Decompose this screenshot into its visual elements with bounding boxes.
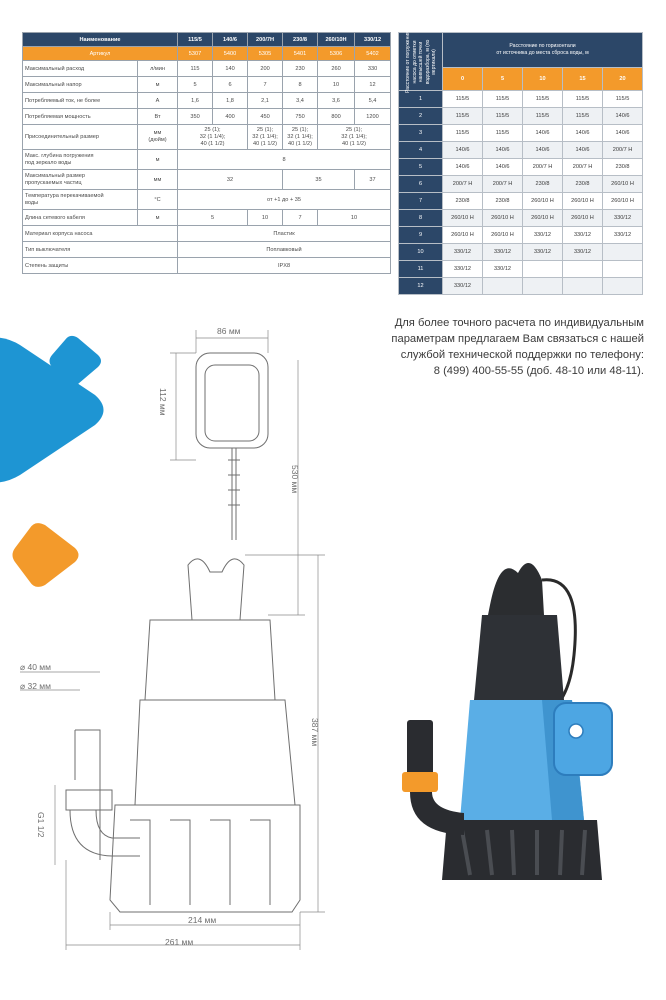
outlet-elbow bbox=[70, 810, 140, 856]
distance-row-header: 11 bbox=[399, 261, 443, 278]
note-phone: 8 (499) 400-55-55 (доб. 48-10 или 48-11). bbox=[433, 365, 644, 377]
spec-article-value: 5402 bbox=[355, 47, 391, 61]
conn-line: 25 (1); bbox=[345, 126, 363, 133]
distance-cell: 260/10 Н bbox=[483, 227, 523, 244]
spec-cell bbox=[178, 125, 248, 150]
distance-cell: 140/6 bbox=[523, 142, 563, 159]
distance-row-header: 7 bbox=[399, 193, 443, 210]
spec-cell: 800 bbox=[318, 109, 355, 125]
distance-cell: 330/12 bbox=[603, 227, 643, 244]
pump-handle-photo bbox=[488, 563, 544, 615]
spec-cell: 12 bbox=[355, 77, 391, 93]
contact-note bbox=[372, 315, 644, 379]
distance-col-header: 10 bbox=[523, 68, 563, 91]
conn-line: 25 (1); bbox=[204, 126, 221, 133]
spec-cell: 450 bbox=[248, 109, 283, 125]
distance-row-header: 3 bbox=[399, 125, 443, 142]
dim-label-thread: G1 1/2 bbox=[36, 812, 46, 838]
distance-cell: 140/6 bbox=[483, 142, 523, 159]
label-line: Температура перекачиваемой bbox=[25, 192, 104, 199]
spec-cell: 6 bbox=[213, 77, 248, 93]
spec-cell bbox=[248, 125, 283, 150]
distance-row bbox=[399, 261, 643, 278]
spec-cell: 5 bbox=[178, 77, 213, 93]
spec-cell: 200 bbox=[248, 61, 283, 77]
distance-cell: 115/5 bbox=[523, 108, 563, 125]
distance-cell: 260/10 Н bbox=[523, 210, 563, 227]
distance-cell: 330/12 bbox=[603, 210, 643, 227]
outlet-ring bbox=[402, 772, 438, 792]
spec-cell: 330 bbox=[355, 61, 391, 77]
pump-float bbox=[554, 703, 612, 775]
distance-row bbox=[399, 244, 643, 261]
spec-row-unit: А bbox=[138, 93, 178, 109]
label-line: под зеркало воды bbox=[25, 159, 72, 166]
distance-cell: 200/7 Н bbox=[443, 176, 483, 193]
top-header-line: Расстояние по горизонтали bbox=[509, 43, 576, 49]
distance-row-header: 5 bbox=[399, 159, 443, 176]
distance-row bbox=[399, 227, 643, 244]
technical-drawing bbox=[0, 300, 390, 1000]
distance-cell: 330/12 bbox=[563, 244, 603, 261]
distance-cell: 260/10 Н bbox=[523, 193, 563, 210]
spec-cell: 115 bbox=[178, 61, 213, 77]
spec-cell: от +1 до + 35 bbox=[178, 190, 391, 210]
distance-cell: 330/12 bbox=[483, 261, 523, 278]
spec-cell: 5 bbox=[178, 210, 248, 226]
spec-cell: 260 bbox=[318, 61, 355, 77]
distance-cell: 200/7 Н bbox=[523, 159, 563, 176]
spec-row-label: Максимальный расход bbox=[23, 61, 138, 77]
dim-label-float-height: 112 мм bbox=[158, 388, 168, 416]
spec-row-unit: Вт bbox=[138, 109, 178, 125]
label-line: воды bbox=[25, 199, 39, 206]
distance-header-row bbox=[399, 33, 643, 68]
spec-cell: 10 bbox=[248, 210, 283, 226]
distance-cell: 260/10 Н bbox=[603, 193, 643, 210]
spec-cell: 1200 bbox=[355, 109, 391, 125]
conn-line: 40 (1 1/2) bbox=[342, 140, 366, 147]
distance-cell: 260/10 Н bbox=[443, 210, 483, 227]
pump-motor-outline bbox=[145, 620, 275, 700]
distance-cell: 115/5 bbox=[523, 91, 563, 108]
spec-cell: 350 bbox=[178, 109, 213, 125]
distance-row-header: 1 bbox=[399, 91, 443, 108]
conn-line: 32 (1 1/4); bbox=[341, 133, 367, 140]
distance-cell: 330/12 bbox=[563, 227, 603, 244]
distance-cell bbox=[523, 261, 563, 278]
distance-cell: 140/6 bbox=[443, 159, 483, 176]
distance-cell: 115/5 bbox=[443, 125, 483, 142]
label-line: Максимальный размер bbox=[25, 172, 85, 179]
conn-line: 32 (1 1/4); bbox=[199, 133, 226, 140]
distance-row bbox=[399, 142, 643, 159]
distance-cell: 115/5 bbox=[563, 108, 603, 125]
spec-row-unit: мм bbox=[138, 170, 178, 190]
float-logo bbox=[569, 724, 583, 738]
spec-article-label: Артикул bbox=[23, 47, 178, 61]
spec-cell: 8 bbox=[283, 77, 318, 93]
dim-label-d32: ⌀ 32 мм bbox=[20, 681, 51, 691]
spec-cell: 230 bbox=[283, 61, 318, 77]
distance-cell bbox=[483, 278, 523, 295]
distance-cell: 115/5 bbox=[483, 125, 523, 142]
vertical-header-text: Расстояние от погружения насоса до отметки наивысшей точки водоразбора, м (по вертикали) bbox=[404, 30, 437, 93]
spec-row-unit: л/мин bbox=[138, 61, 178, 77]
distance-cell: 230/8 bbox=[523, 176, 563, 193]
distance-row-header: 2 bbox=[399, 108, 443, 125]
spec-row-unit: м bbox=[138, 150, 178, 170]
unit-line: (дюйм) bbox=[148, 137, 167, 143]
distance-row bbox=[399, 210, 643, 227]
spec-cell: 1,8 bbox=[213, 93, 248, 109]
spec-cell: 400 bbox=[213, 109, 248, 125]
distance-cell: 115/5 bbox=[603, 91, 643, 108]
dim-label-body-height: 387 мм bbox=[310, 718, 320, 747]
distance-cell: 260/10 Н bbox=[563, 193, 603, 210]
spec-article-value: 5305 bbox=[248, 47, 283, 61]
distance-vertical-header bbox=[399, 30, 443, 93]
conn-line: 32 (1 1/4); bbox=[252, 133, 278, 140]
spec-article-value: 5401 bbox=[283, 47, 318, 61]
distance-row bbox=[399, 108, 643, 125]
spec-cell: 37 bbox=[355, 170, 391, 190]
distance-cell: 330/12 bbox=[443, 244, 483, 261]
spec-cell: Пластик bbox=[178, 226, 391, 242]
cable-connector bbox=[228, 460, 240, 505]
pump-photo bbox=[392, 535, 642, 895]
distance-cell: 330/12 bbox=[523, 244, 563, 261]
spec-row-label: Тип выключателя bbox=[23, 242, 178, 258]
distance-cell bbox=[603, 261, 643, 278]
distance-row bbox=[399, 159, 643, 176]
note-line: Для более точного расчета по индивидуальным bbox=[394, 317, 644, 329]
spec-row-label: Длина сетевого кабеля bbox=[23, 210, 138, 226]
distance-cell: 140/6 bbox=[603, 125, 643, 142]
spec-header-model: 230/8 bbox=[283, 33, 318, 47]
spec-cell: 8 bbox=[178, 150, 391, 170]
spec-header-model: 115/5 bbox=[178, 33, 213, 47]
float-outline bbox=[196, 353, 268, 448]
note-line: параметрам предлагаем Вам связаться с нашей bbox=[391, 333, 644, 345]
dim-label-cable-length: 530 мм bbox=[290, 465, 300, 494]
spec-cell bbox=[318, 125, 391, 150]
outlet-nozzle bbox=[407, 720, 433, 775]
dim-label-base-width: 214 мм bbox=[188, 915, 217, 925]
distance-cell bbox=[603, 278, 643, 295]
spec-header-name: Наименование bbox=[23, 33, 178, 47]
pump-handle bbox=[188, 559, 244, 620]
float-inner bbox=[205, 365, 259, 441]
spec-cell: 10 bbox=[318, 77, 355, 93]
spec-row-unit bbox=[138, 125, 178, 150]
distance-col-header: 0 bbox=[443, 68, 483, 91]
distance-row bbox=[399, 176, 643, 193]
distance-cell: 115/5 bbox=[443, 108, 483, 125]
distance-cell: 230/8 bbox=[443, 193, 483, 210]
spec-header-model: 140/6 bbox=[213, 33, 248, 47]
distance-cell: 140/6 bbox=[563, 142, 603, 159]
distance-cell: 260/10 Н bbox=[563, 210, 603, 227]
distance-cell: 230/8 bbox=[603, 159, 643, 176]
pump-body-outline bbox=[135, 700, 295, 805]
dim-label-d40: ⌀ 40 мм bbox=[20, 662, 51, 672]
spec-header-model: 200/7Н bbox=[248, 33, 283, 47]
spec-cell: 2,1 bbox=[248, 93, 283, 109]
distance-cell: 200/7 Н bbox=[603, 142, 643, 159]
pump-motor bbox=[474, 615, 564, 700]
spec-cell: 7 bbox=[248, 77, 283, 93]
spec-cell: 3,6 bbox=[318, 93, 355, 109]
spec-cell: 35 bbox=[283, 170, 355, 190]
distance-cell: 330/12 bbox=[443, 261, 483, 278]
spec-cell: 1,6 bbox=[178, 93, 213, 109]
conn-line: 32 (1 1/4); bbox=[287, 133, 313, 140]
spec-row-label: Потребляемая мощность bbox=[23, 109, 138, 125]
distance-cell: 115/5 bbox=[483, 91, 523, 108]
distance-col-header: 20 bbox=[603, 68, 643, 91]
spec-article-value: 5307 bbox=[178, 47, 213, 61]
distance-row-header: 10 bbox=[399, 244, 443, 261]
spec-cell: 750 bbox=[283, 109, 318, 125]
distance-cell: 115/5 bbox=[563, 91, 603, 108]
distance-cell: 330/12 bbox=[523, 227, 563, 244]
distance-cell bbox=[563, 261, 603, 278]
spec-row-label: Потребляемый ток, не более bbox=[23, 93, 138, 109]
distance-row-header: 9 bbox=[399, 227, 443, 244]
spec-row-unit: м bbox=[138, 210, 178, 226]
spec-header-model: 330/12 bbox=[355, 33, 391, 47]
spec-cell: 32 bbox=[178, 170, 283, 190]
spec-row-unit: м bbox=[138, 77, 178, 93]
pump-base-outline bbox=[110, 805, 300, 912]
unit-line: мм bbox=[153, 130, 162, 136]
spec-cell: 7 bbox=[283, 210, 318, 226]
cable-path bbox=[232, 448, 236, 540]
conn-line: 25 (1); bbox=[291, 126, 309, 133]
dim-label-total-width: 261 мм bbox=[165, 937, 194, 947]
spec-cell: 3,4 bbox=[283, 93, 318, 109]
distance-cell: 140/6 bbox=[563, 125, 603, 142]
base-ribs bbox=[130, 820, 270, 905]
distance-top-header bbox=[443, 33, 643, 68]
spec-cell: IPX8 bbox=[178, 258, 391, 274]
outlet-elbow-photo bbox=[410, 792, 464, 835]
spec-header-model: 260/10Н bbox=[318, 33, 355, 47]
spec-cell bbox=[283, 125, 318, 150]
distance-body bbox=[399, 91, 643, 295]
note-line: службой технической поддержки по телефону: bbox=[400, 349, 644, 361]
distance-col-header: 15 bbox=[563, 68, 603, 91]
distance-row-header: 4 bbox=[399, 142, 443, 159]
distance-row-header: 12 bbox=[399, 278, 443, 295]
distance-cell: 140/6 bbox=[603, 108, 643, 125]
distance-row bbox=[399, 125, 643, 142]
distance-cell: 140/6 bbox=[443, 142, 483, 159]
distance-cell: 230/8 bbox=[483, 193, 523, 210]
distance-cell: 260/10 Н bbox=[483, 210, 523, 227]
distance-cell: 330/12 bbox=[443, 278, 483, 295]
distance-row bbox=[399, 278, 643, 295]
distance-table bbox=[398, 32, 643, 295]
conn-line: 40 (1 1/2) bbox=[253, 140, 277, 147]
distance-cell bbox=[523, 278, 563, 295]
distance-col-header: 5 bbox=[483, 68, 523, 91]
spec-article-value: 5306 bbox=[318, 47, 355, 61]
spec-cell: 140 bbox=[213, 61, 248, 77]
distance-cell: 140/6 bbox=[483, 159, 523, 176]
distance-cell: 260/10 Н bbox=[443, 227, 483, 244]
distance-cell: 260/10 Н bbox=[603, 176, 643, 193]
distance-cell: 200/7 Н bbox=[563, 159, 603, 176]
distance-cell: 115/5 bbox=[443, 91, 483, 108]
spec-row-label: Присоединительный размер bbox=[23, 125, 138, 150]
label-line: Макс. глубина погружения bbox=[25, 152, 94, 159]
conn-line: 25 (1); bbox=[256, 126, 274, 133]
conn-line: 40 (1 1/2) bbox=[200, 140, 225, 147]
spec-row-label: Максимальный напор bbox=[23, 77, 138, 93]
distance-row-header: 6 bbox=[399, 176, 443, 193]
distance-cell: 230/8 bbox=[563, 176, 603, 193]
distance-cell: 200/7 Н bbox=[483, 176, 523, 193]
label-line: пропускаемых частиц bbox=[25, 179, 82, 186]
top-header-line: от источника до места сброса воды, м bbox=[496, 50, 589, 56]
spec-cell: 10 bbox=[318, 210, 391, 226]
distance-cell: 115/5 bbox=[483, 108, 523, 125]
spec-cell: 5,4 bbox=[355, 93, 391, 109]
distance-row bbox=[399, 193, 643, 210]
distance-cell bbox=[603, 244, 643, 261]
outlet-pipe bbox=[66, 730, 112, 860]
spec-row-unit: °C bbox=[138, 190, 178, 210]
spec-row-label: Материал корпуса насоса bbox=[23, 226, 178, 242]
distance-cell: 330/12 bbox=[483, 244, 523, 261]
distance-row-header: 8 bbox=[399, 210, 443, 227]
distance-cell bbox=[563, 278, 603, 295]
spec-row-label: Степень защиты bbox=[23, 258, 178, 274]
spec-cell: Поплавковый bbox=[178, 242, 391, 258]
spec-article-value: 5400 bbox=[213, 47, 248, 61]
dim-label-float-width: 86 мм bbox=[217, 326, 241, 336]
distance-cell: 140/6 bbox=[523, 125, 563, 142]
conn-line: 40 (1 1/2) bbox=[288, 140, 312, 147]
